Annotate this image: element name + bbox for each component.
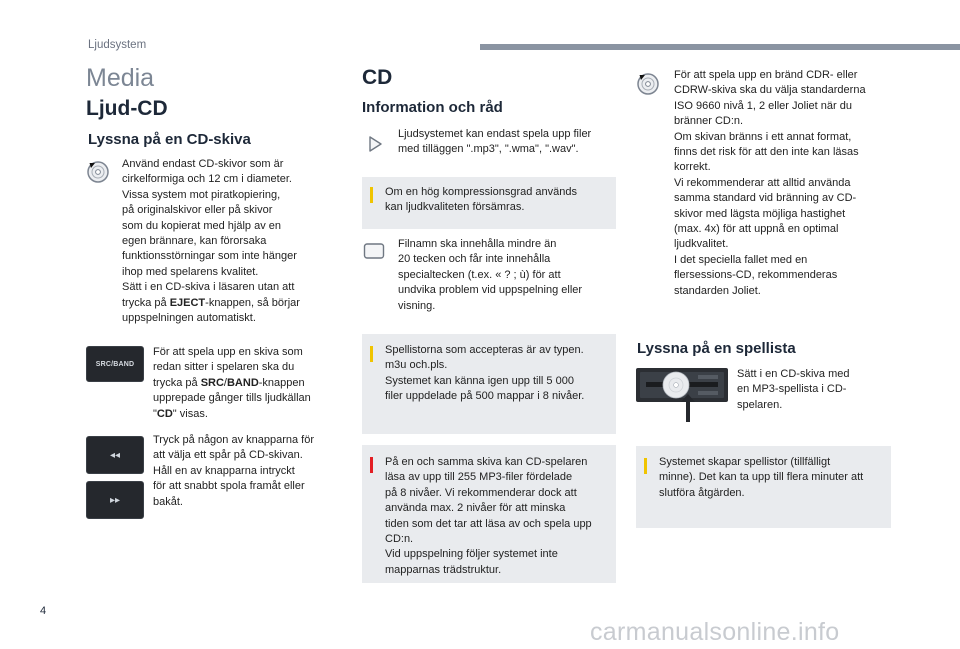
cd-usage-text: Använd endast CD-skivor som är cirkelformiga och 12 cm i diameter. Vissa system mot piratkopiering, på originalskivor eller på skivor som du kopierat med hjälp av en egen brännare, kan förorsaka funktionsstörningar som inte hänger ihop med spelarens kvalitet. Sätt i en CD-skiva i läsaren utan att trycka på EJECT-knappen, så börjar uppspelningen automatiskt. [122,158,300,325]
info-box-playlist-memory: Systemet skapar spellistor (tillfälligt minne). Det kan ta upp till flera minuter att slutföra åtgärden. [636,446,891,528]
watermark: carmanualsonline.info [590,618,840,646]
info-mark-icon [644,458,647,474]
cd-icon [636,72,660,96]
cd-icon [86,160,110,184]
formats-text: Ljudsystemet kan endast spela upp filer med tilläggen ".mp3", ".wma", ".wav". [398,128,592,156]
warning-box-mp3: På en och samma skiva kan CD-spelaren läsa av upp till 255 MP3-filer fördelade på 8 nivåer. Vi rekommenderar dock att använda max. 2 nivåer för att minska tiden som det tar att läsa av och spela upp CD:n. Vid uppspelning följer systemet inte mapparnas trädstruktur. [362,445,616,583]
heading-playlist: Lyssna på en spellista [637,340,796,357]
eject-key: EJECT [169,296,206,309]
heading-info-advice: Information och råd [362,99,503,116]
cd-title: CD [362,66,393,89]
fast-forward-button[interactable]: ▸▸ [86,481,144,519]
page-title: Media [86,64,155,92]
section-header: Ljudsystem [88,39,147,51]
burned-cd-text: För att spela upp en bränd CDR- eller CDRW-skiva ska du välja standarderna ISO 9660 nivå 1, 2 eller Joliet när du bränner CD:n. Om skivan bränns i ett annat format, finns det risk för att den inte kan läsas korrekt. Vi rekommenderar att alltid använda samma standard vid bränning av CD- skivor med lägsta möjliga hastighet (max. 4x) för att uppnå en optimal ljudkvalitet. I det speciella fallet med en flersessions-CD, rekommenderas standarden Joliet. [674,69,866,297]
track-select-text: Tryck på någon av knapparna för att välja ett spår på CD-skivan. Håll en av knapparna intryckt för att snabbt spola framåt eller bakåt. [153,434,315,508]
info-mark-icon [370,346,373,362]
info-box-playlists: Spellistorna som accepteras är av typen. m3u och.pls. Systemet kan känna igen upp till 5 000 filer uppdelade på 500 mappar i 8 nivåer. [362,334,616,434]
playlist-insert-text: Sätt i en CD-skiva med en MP3-spellista i CD- spelaren. [737,368,850,411]
section-title: Ljud-CD [86,97,168,120]
warning-mark-icon [370,457,373,473]
screen-icon [362,241,386,263]
filename-text: Filnamn ska innehålla mindre än 20 tecken och får inte innehålla specialtecken (t.ex. « ? ; ù) för att undvika problem vid uppspelning eller visning. [398,238,583,312]
cd-player-illustration [636,366,728,424]
header-bar [480,44,960,50]
src-band-text: För att spela upp en skiva som redan sitter i spelaren ska du trycka på SRC/BAND-knappen upprepade gånger tills ljudkällan "CD" visas. [153,346,311,420]
play-icon [362,132,386,156]
info-mark-icon [370,187,373,203]
page-number: 4 [40,605,47,617]
src-band-button[interactable]: SRC/BAND [86,346,144,382]
info-box-compression: Om en hög kompressionsgrad används kan ljudkvaliteten försämras. [362,177,616,229]
rewind-button[interactable]: ◂◂ [86,436,144,474]
heading-listen-cd: Lyssna på en CD-skiva [88,131,251,148]
